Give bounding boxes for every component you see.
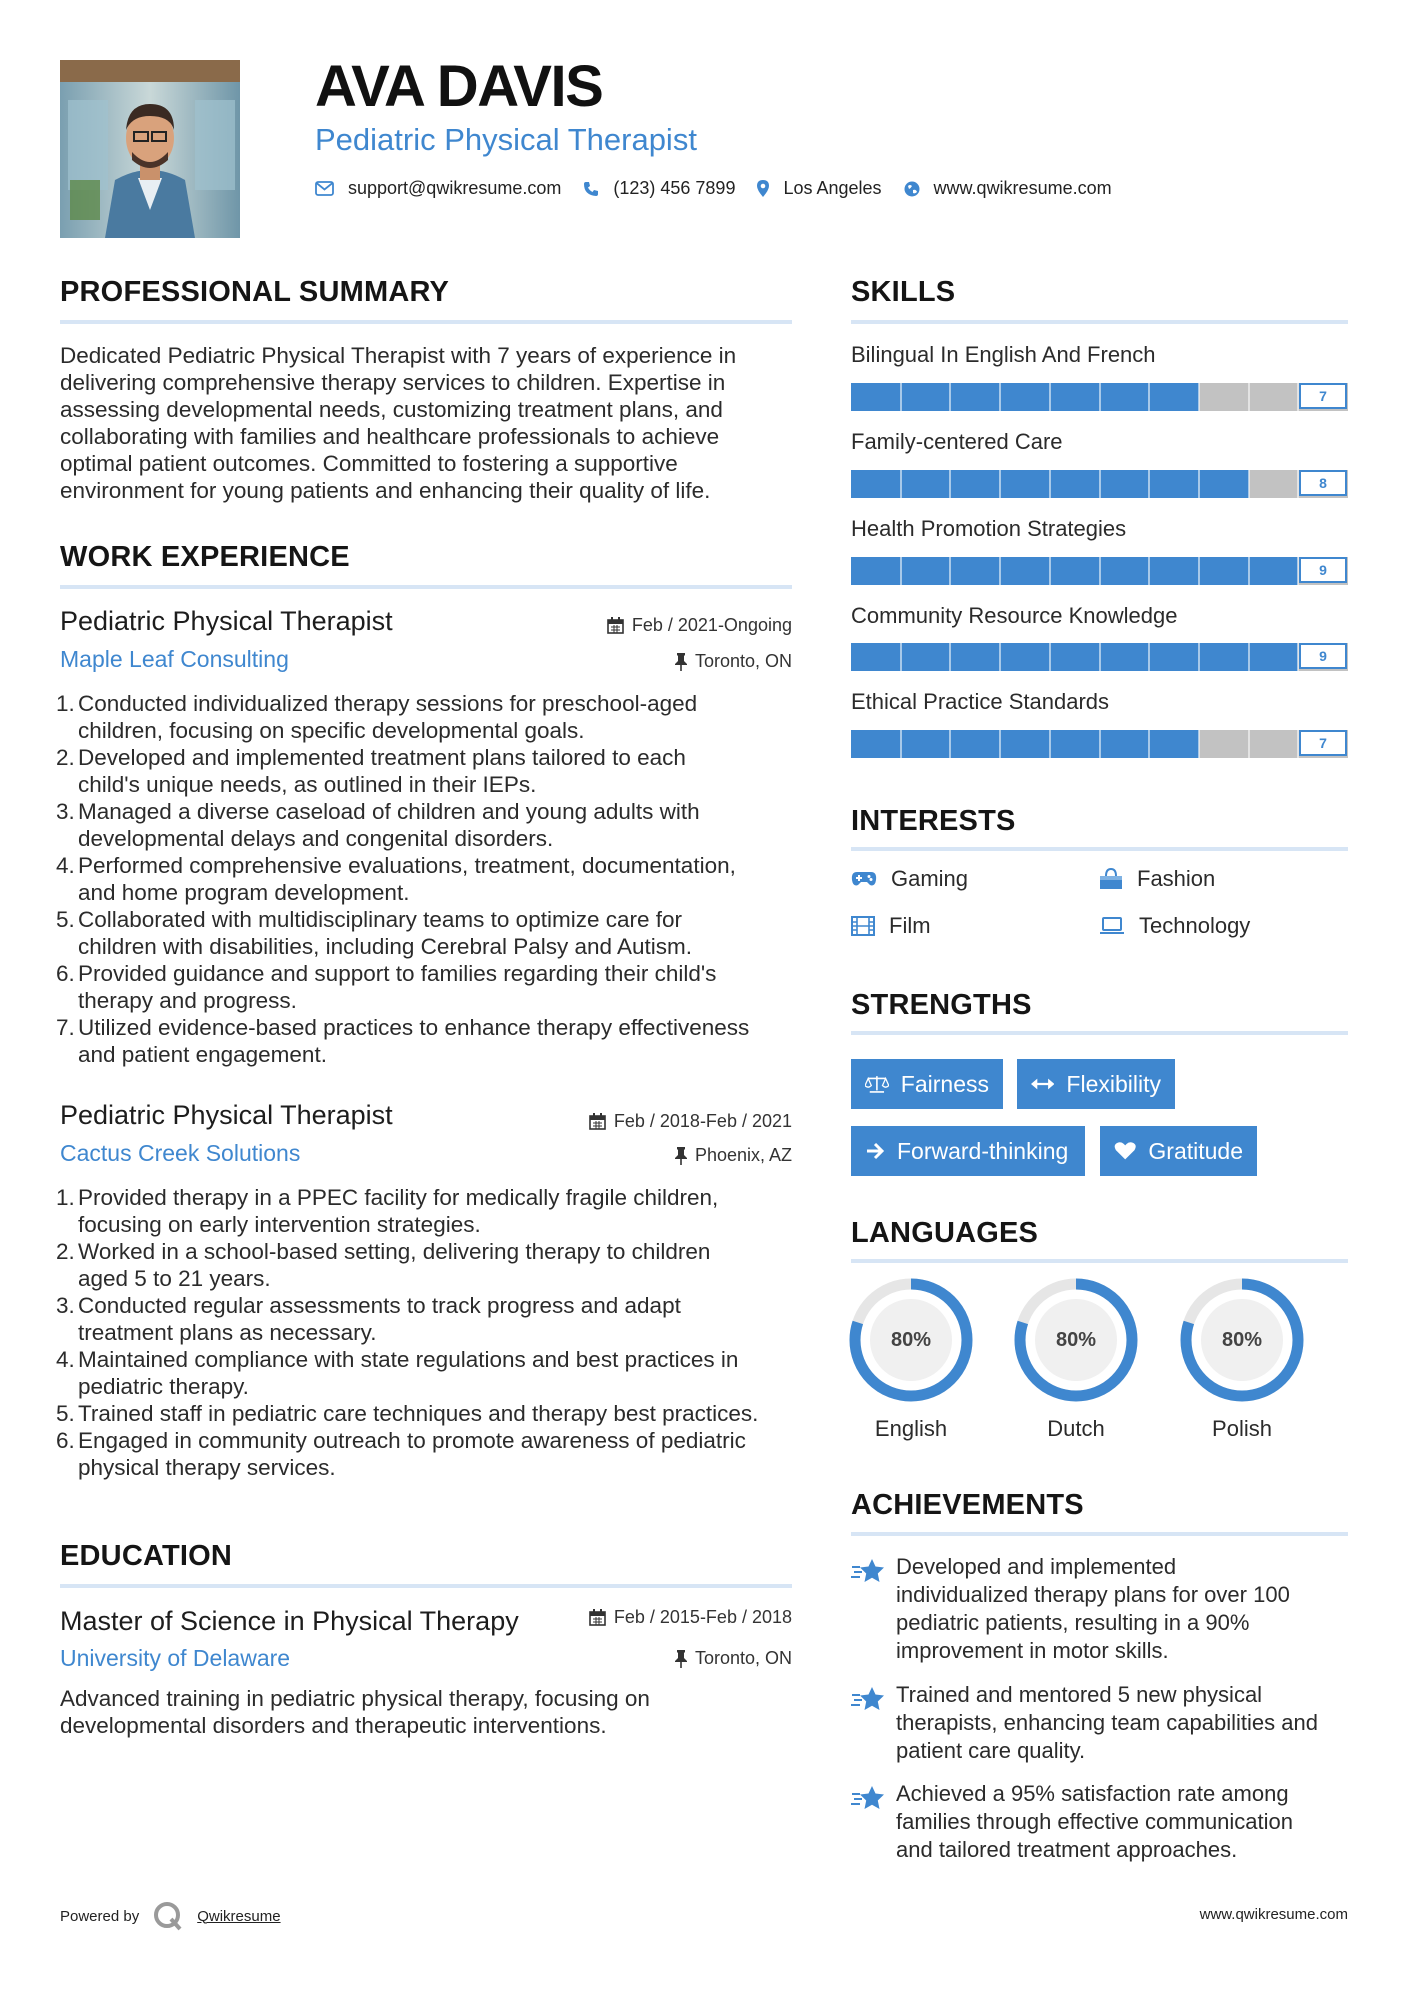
skill-bar-divider bbox=[900, 557, 902, 585]
pushpin-icon bbox=[675, 653, 687, 671]
candidate-role: Pediatric Physical Therapist bbox=[315, 122, 697, 157]
job-title: Pediatric Physical Therapist bbox=[60, 1100, 393, 1130]
skill-bar-divider bbox=[1248, 557, 1250, 585]
skill-bar-divider bbox=[1049, 643, 1051, 671]
strength-badge: Forward-thinking bbox=[851, 1126, 1085, 1176]
language-percent: 80% bbox=[890, 1329, 932, 1351]
skill-label: Ethical Practice Standards bbox=[851, 689, 1110, 714]
shopping-bag-icon bbox=[1099, 868, 1123, 890]
skill-label: Bilingual In English And French bbox=[851, 342, 1156, 367]
languages-heading: LANGUAGES bbox=[851, 1217, 1039, 1249]
job-dates-text: Feb / 2018-Feb / 2021 bbox=[613, 1111, 792, 1131]
skill-bar-divider bbox=[1248, 643, 1250, 671]
skill-bar-divider bbox=[1148, 557, 1150, 585]
summary-rule bbox=[60, 320, 792, 324]
achievement-text: Trained and mentored 5 new physical therapists, enhancing team capabilities and patient care quality. bbox=[896, 1682, 1318, 1763]
language-item bbox=[849, 1278, 973, 1441]
summary-line: Dedicated Pediatric Physical Therapist with 7 years of experience in bbox=[60, 343, 737, 368]
experience-heading: WORK EXPERIENCE bbox=[60, 541, 350, 573]
interests-rule bbox=[851, 847, 1348, 851]
profile-photo bbox=[60, 60, 240, 238]
qwikresume-logo-icon bbox=[153, 1901, 183, 1931]
skill-value-badge: 7 bbox=[1299, 383, 1347, 409]
job-location bbox=[675, 1145, 792, 1166]
powered-by-text: Powered by bbox=[60, 1907, 140, 1925]
contact-phone[interactable] bbox=[583, 178, 735, 199]
laptop-icon bbox=[1099, 917, 1125, 935]
skill-bar-divider bbox=[1049, 730, 1051, 758]
skill-bar-divider bbox=[999, 470, 1001, 498]
skill-bar bbox=[851, 557, 1348, 585]
job-dates bbox=[589, 1111, 792, 1132]
skill-bar-divider bbox=[1198, 557, 1200, 585]
contact-location bbox=[757, 178, 881, 199]
language-label: Dutch bbox=[1047, 1416, 1105, 1441]
gamepad-icon bbox=[851, 870, 877, 888]
list-item: 2. Worked in a school-based setting, delivering therapy to children aged 5 to 21 years. bbox=[56, 1239, 711, 1291]
skill-value-badge: 8 bbox=[1299, 470, 1347, 496]
list-item: 5. Collaborated with multidisciplinary teams to optimize care for children with disabilities, including Cerebral Palsy and Autism. bbox=[56, 907, 693, 959]
globe-icon bbox=[904, 181, 920, 197]
skill-fill bbox=[851, 730, 1199, 758]
skill-value-badge: 9 bbox=[1299, 557, 1347, 583]
skill-fill bbox=[851, 643, 1298, 671]
list-item: 2. Developed and implemented treatment plans tailored to each child's unique needs, as outlined in their IEPs. bbox=[56, 745, 686, 797]
arrow-right-icon bbox=[865, 1141, 885, 1161]
star-icon bbox=[851, 1686, 885, 1717]
phone-text: (123) 456 7899 bbox=[613, 178, 736, 198]
skill-bar-divider bbox=[1148, 383, 1150, 411]
skill-bar-divider bbox=[949, 730, 951, 758]
skill-label: Community Resource Knowledge bbox=[851, 603, 1178, 628]
skill-bar-divider bbox=[949, 383, 951, 411]
degree-title: Master of Science in Physical Therapy bbox=[60, 1606, 519, 1636]
contact-website[interactable] bbox=[904, 178, 1112, 199]
list-item: 3. Conducted regular assessments to track progress and adapt treatment plans as necessary. bbox=[56, 1293, 681, 1345]
list-item: 5. Trained staff in pediatric care techniques and therapy best practices. bbox=[56, 1401, 759, 1426]
job-title: Pediatric Physical Therapist bbox=[60, 606, 393, 636]
contact-bar bbox=[315, 178, 1134, 199]
interest-item: Fashion bbox=[1099, 866, 1215, 892]
skill-bar-divider bbox=[900, 470, 902, 498]
interest-item: Technology bbox=[1099, 913, 1250, 939]
skill-fill bbox=[851, 383, 1199, 411]
skill-bar-divider bbox=[1198, 383, 1200, 411]
list-item: 1. Conducted individualized therapy sessions for preschool-aged children, focusing on specific developmental goals. bbox=[56, 691, 698, 743]
calendar-icon bbox=[589, 1113, 606, 1130]
strength-badge: Flexibility bbox=[1017, 1059, 1175, 1109]
summary-heading: PROFESSIONAL SUMMARY bbox=[60, 276, 450, 308]
skill-label: Health Promotion Strategies bbox=[851, 516, 1127, 541]
skill-bar-divider bbox=[1099, 730, 1101, 758]
star-icon bbox=[851, 1558, 885, 1589]
education-location bbox=[675, 1648, 792, 1669]
education-rule bbox=[60, 1584, 792, 1588]
summary-line: assessing developmental needs, customizing treatment plans, and bbox=[60, 397, 723, 422]
balance-scale-icon bbox=[865, 1073, 889, 1095]
list-item: 4. Maintained compliance with state regulations and best practices in pediatric therapy. bbox=[56, 1347, 739, 1399]
skill-label: Family-centered Care bbox=[851, 429, 1063, 454]
job-dates-text: Feb / 2021-Ongoing bbox=[631, 615, 792, 635]
skill-bar-divider bbox=[999, 383, 1001, 411]
skill-bar-divider bbox=[999, 730, 1001, 758]
job-bullets bbox=[56, 690, 800, 1068]
skill-bar-divider bbox=[1248, 730, 1250, 758]
interests-heading: INTERESTS bbox=[851, 805, 1016, 837]
strengths-heading: STRENGTHS bbox=[851, 989, 1032, 1021]
summary-line: collaborating with families and healthcare professionals to achieve bbox=[60, 424, 720, 449]
pushpin-icon bbox=[675, 1650, 687, 1668]
phone-icon bbox=[583, 181, 599, 197]
list-item: 6. Engaged in community outreach to promote awareness of pediatric physical therapy services. bbox=[56, 1428, 746, 1480]
map-pin-icon bbox=[757, 180, 769, 197]
skills-heading: SKILLS bbox=[851, 276, 956, 308]
experience-rule bbox=[60, 585, 792, 589]
job-company: Maple Leaf Consulting bbox=[60, 646, 289, 672]
skill-value-badge: 9 bbox=[1299, 643, 1347, 669]
skills-rule bbox=[851, 320, 1348, 324]
skill-bar-divider bbox=[1049, 470, 1051, 498]
skill-bar-divider bbox=[1049, 383, 1051, 411]
list-item: 4. Performed comprehensive evaluations, treatment, documentation, and home program development. bbox=[56, 853, 736, 905]
job-company: Cactus Creek Solutions bbox=[60, 1140, 301, 1166]
skill-bar-divider bbox=[900, 643, 902, 671]
interest-item: Gaming bbox=[851, 866, 968, 892]
education-dates-text: Feb / 2015-Feb / 2018 bbox=[613, 1607, 792, 1627]
email-text: support@qwikresume.com bbox=[348, 178, 562, 198]
arrows-horizontal-icon bbox=[1031, 1077, 1054, 1091]
achievement-text: Developed and implemented individualized therapy plans for over 100 pediatric patients, resulting in a 90% improvement in motor skills. bbox=[896, 1554, 1290, 1663]
website-text: www.qwikresume.com bbox=[933, 178, 1112, 198]
skill-bar-divider bbox=[999, 643, 1001, 671]
job-location-text: Phoenix, AZ bbox=[694, 1145, 792, 1165]
education-location-text: Toronto, ON bbox=[694, 1648, 792, 1668]
star-icon bbox=[851, 1785, 885, 1816]
skill-bar-divider bbox=[1099, 643, 1101, 671]
skill-value-badge: 7 bbox=[1299, 730, 1347, 756]
school-name: University of Delaware bbox=[60, 1645, 291, 1671]
education-dates bbox=[589, 1607, 792, 1628]
skill-bar-divider bbox=[1148, 470, 1150, 498]
heart-icon bbox=[1114, 1141, 1136, 1161]
strengths-rule bbox=[851, 1031, 1348, 1035]
skill-bar-divider bbox=[949, 470, 951, 498]
skill-bar-divider bbox=[900, 383, 902, 411]
summary-text bbox=[60, 342, 736, 504]
skill-bar-divider bbox=[949, 557, 951, 585]
pushpin-icon bbox=[675, 1147, 687, 1165]
achievement-text: Achieved a 95% satisfaction rate among families through effective communication and tailored treatment approaches. bbox=[896, 1781, 1294, 1862]
language-percent: 80% bbox=[1055, 1329, 1097, 1351]
skill-bar-divider bbox=[900, 730, 902, 758]
job-location bbox=[675, 651, 792, 672]
skill-bar-divider bbox=[1099, 557, 1101, 585]
envelope-icon bbox=[315, 181, 334, 196]
skill-bar-divider bbox=[999, 557, 1001, 585]
strength-badge: Gratitude bbox=[1100, 1126, 1257, 1176]
language-label: English bbox=[874, 1416, 948, 1441]
skill-bar-divider bbox=[1099, 383, 1101, 411]
qwikresume-link[interactable]: Qwikresume bbox=[197, 1907, 281, 1925]
skill-bar-divider bbox=[1099, 470, 1101, 498]
languages-rule bbox=[851, 1259, 1348, 1263]
candidate-name: AVA DAVIS bbox=[315, 54, 603, 119]
summary-line: delivering comprehensive therapy services to children. Expertise in bbox=[60, 370, 726, 395]
language-item bbox=[1180, 1278, 1304, 1441]
skill-bar-divider bbox=[1248, 470, 1250, 498]
list-item: 6. Provided guidance and support to families regarding their child's therapy and progress. bbox=[56, 961, 717, 1013]
skill-bar-divider bbox=[949, 643, 951, 671]
film-icon bbox=[851, 916, 875, 936]
summary-line: optimal patient outcomes. Committed to fostering a supportive bbox=[60, 451, 678, 476]
skill-bar bbox=[851, 643, 1348, 671]
skill-fill bbox=[851, 557, 1298, 585]
list-item: 3. Managed a diverse caseload of children and young adults with developmental delays and congenital disorders. bbox=[56, 799, 700, 851]
education-description: Advanced training in pediatric physical therapy, focusing on developmental disorders and therapeutic interventions. bbox=[60, 1686, 650, 1738]
job-location-text: Toronto, ON bbox=[694, 651, 792, 671]
job-bullets bbox=[56, 1184, 800, 1481]
calendar-icon bbox=[607, 617, 624, 634]
footer-powered-by bbox=[60, 1901, 281, 1931]
contact-email[interactable] bbox=[315, 178, 561, 199]
language-label: Polish bbox=[1212, 1416, 1272, 1441]
skill-bar-divider bbox=[1148, 730, 1150, 758]
list-item: 7. Utilized evidence-based practices to enhance therapy effectiveness and patient engagement. bbox=[56, 1015, 750, 1067]
skill-bar-divider bbox=[1198, 470, 1200, 498]
job-dates bbox=[607, 615, 792, 636]
achievements-rule bbox=[851, 1532, 1348, 1536]
achievements-heading: ACHIEVEMENTS bbox=[851, 1489, 1084, 1521]
education-heading: EDUCATION bbox=[60, 1540, 233, 1572]
interest-item: Film bbox=[851, 913, 931, 939]
skill-bar-divider bbox=[1049, 557, 1051, 585]
language-item bbox=[1014, 1278, 1138, 1441]
skill-bar-divider bbox=[1198, 643, 1200, 671]
skill-bar bbox=[851, 730, 1348, 758]
footer-website[interactable]: www.qwikresume.com bbox=[1199, 1906, 1348, 1923]
calendar-icon bbox=[589, 1609, 606, 1626]
location-text: Los Angeles bbox=[783, 178, 882, 198]
strength-badge: Fairness bbox=[851, 1059, 1003, 1109]
skill-bar-divider bbox=[1248, 383, 1250, 411]
skill-bar bbox=[851, 383, 1348, 411]
language-percent: 80% bbox=[1221, 1329, 1263, 1351]
list-item: 1. Provided therapy in a PPEC facility for medically fragile children, focusing on early intervention strategies. bbox=[56, 1185, 719, 1237]
skill-bar bbox=[851, 470, 1348, 498]
skill-bar-divider bbox=[1198, 730, 1200, 758]
summary-line: environment for young patients and enhancing their quality of life. bbox=[60, 478, 711, 503]
skill-bar-divider bbox=[1148, 643, 1150, 671]
